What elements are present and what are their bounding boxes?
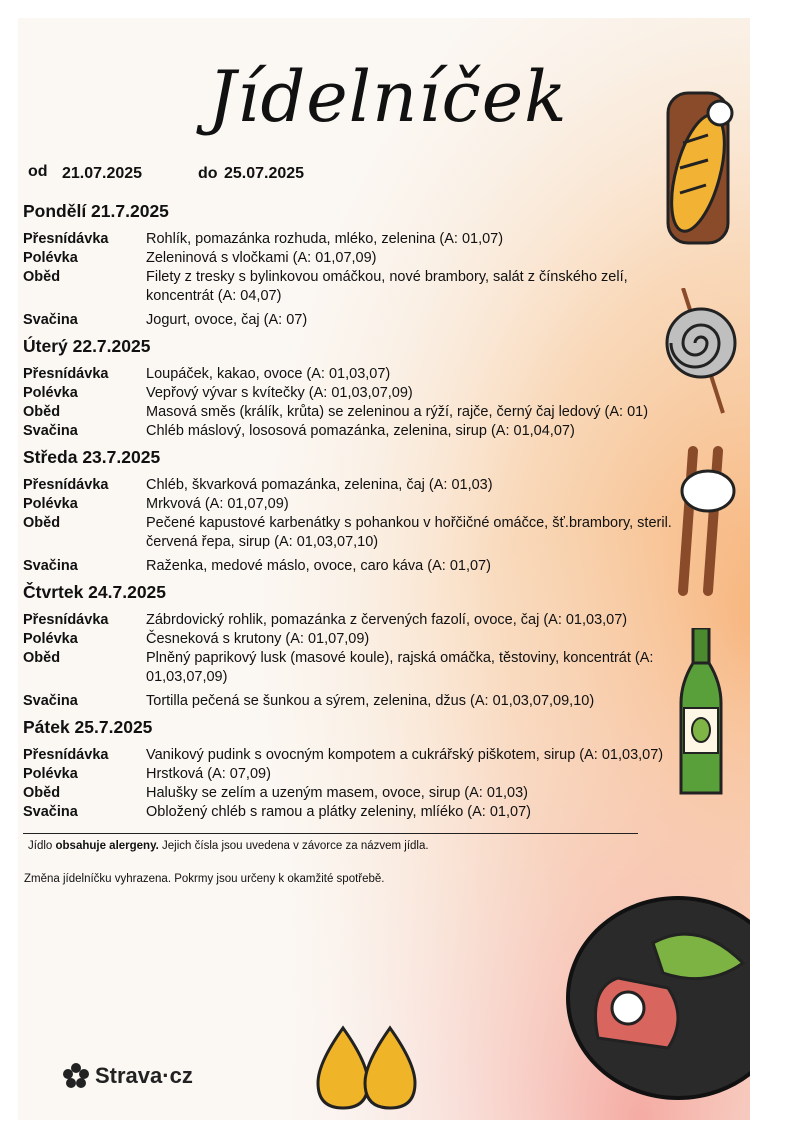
meal-label: Svačina xyxy=(23,804,78,820)
meal-text: Chléb máslový, lososová pomazánka, zelenina, sirup (A: 01,04,07) xyxy=(146,423,575,439)
grill-illustration xyxy=(558,878,750,1118)
page-title: Jídelníček xyxy=(208,56,568,138)
meal-row xyxy=(23,746,723,765)
change-note: Změna jídelníčku vyhrazena. Pokrmy jsou určeny k okamžité spotřebě. xyxy=(24,873,385,885)
day-block xyxy=(23,201,723,330)
meal-text: Mrkvová (A: 01,07,09) xyxy=(146,496,289,512)
allergen-note-bold: obsahuje alergeny. xyxy=(55,840,159,852)
meal-row xyxy=(23,311,723,330)
meal-row xyxy=(23,611,723,630)
strava-logo xyxy=(63,1063,193,1089)
meal-label: Oběd xyxy=(23,650,61,666)
meal-label: Polévka xyxy=(23,496,78,512)
day-title: Pondělí 21.7.2025 xyxy=(23,201,169,221)
divider xyxy=(23,833,638,834)
allergen-note-suffix: Jejich čísla jsou uvedena v závorce za názvem jídla. xyxy=(158,840,429,852)
meal-label: Svačina xyxy=(23,693,78,709)
flower-icon xyxy=(63,1063,89,1089)
meal-text: Halušky se zelím a uzeným masem, ovoce, sirup (A: 01,03) xyxy=(146,785,528,801)
meal-label: Svačina xyxy=(23,312,78,328)
meal-row xyxy=(23,230,723,249)
meal-row xyxy=(23,249,723,268)
meal-text: Vanikový pudink s ovocným kompotem a cukrářský piškotem, sirup (A: 01,03,07) xyxy=(146,747,664,763)
meal-text: Česneková s krutony (A: 01,07,09) xyxy=(146,631,370,647)
meal-label: Polévka xyxy=(23,385,78,401)
meal-text: Rohlík, pomazánka rozhuda, mléko, zelenina (A: 01,07) xyxy=(146,231,504,247)
meal-row xyxy=(23,765,723,784)
day-block xyxy=(23,447,723,576)
meal-row xyxy=(23,514,723,552)
meal-row xyxy=(23,649,723,687)
meal-text: Plněný paprikový lusk (masové koule), rajská omáčka, těstoviny, koncentrát (A: 01,03,07,09) xyxy=(146,650,654,685)
day-title: Úterý 22.7.2025 xyxy=(23,336,151,356)
meal-row xyxy=(23,495,723,514)
meal-row xyxy=(23,365,723,384)
meal-row xyxy=(23,384,723,403)
meal-text: Filety z tresky s bylinkovou omáčkou, nové brambory, salát z čínského zelí, koncentrát (A: 04,07) xyxy=(146,269,628,304)
date-to: 25.07.2025 xyxy=(224,165,305,182)
meal-label: Přesnídávka xyxy=(23,366,109,382)
meal-label: Polévka xyxy=(23,631,78,647)
meal-label: Přesnídávka xyxy=(23,612,109,628)
meal-label: Polévka xyxy=(23,250,78,266)
day-title: Pátek 25.7.2025 xyxy=(23,717,153,737)
day-block xyxy=(23,336,723,441)
date-to-label: do xyxy=(198,165,218,182)
meal-row xyxy=(23,476,723,495)
meal-text: Obložený chléb s ramou a plátky zeleniny, mlíéko (A: 01,07) xyxy=(146,804,531,820)
logo-text: Strava·cz xyxy=(95,1063,193,1088)
meal-label: Přesnídávka xyxy=(23,747,109,763)
allergen-note xyxy=(28,840,429,852)
meal-label: Polévka xyxy=(23,766,78,782)
meal-text: Chléb, škvarková pomazánka, zelenina, čaj (A: 01,03) xyxy=(146,477,493,493)
meal-row xyxy=(23,692,723,711)
meal-text: Jogurt, ovoce, čaj (A: 07) xyxy=(146,312,308,328)
meal-text: Zeleninová s vločkami (A: 01,07,09) xyxy=(146,250,377,266)
meal-label: Oběd xyxy=(23,404,61,420)
weekly-menu xyxy=(23,201,723,828)
menu-page xyxy=(18,18,750,1120)
meal-row xyxy=(23,422,723,441)
meal-label: Přesnídávka xyxy=(23,231,109,247)
meal-text: Vepřový vývar s kvítečky (A: 01,03,07,09) xyxy=(146,385,413,401)
meal-label: Svačina xyxy=(23,423,78,439)
date-from-label: od xyxy=(28,163,48,180)
meal-text: Loupáček, kakao, ovoce (A: 01,03,07) xyxy=(146,366,391,382)
meal-row xyxy=(23,557,723,576)
meal-row xyxy=(23,630,723,649)
day-block xyxy=(23,717,723,822)
day-title: Středa 23.7.2025 xyxy=(23,447,161,467)
meal-label: Přesnídávka xyxy=(23,477,109,493)
meal-label: Oběd xyxy=(23,515,61,531)
meal-row xyxy=(23,403,723,422)
meal-text: Hrstková (A: 07,09) xyxy=(146,766,271,782)
day-block xyxy=(23,582,723,711)
meal-row xyxy=(23,784,723,803)
onions-illustration xyxy=(308,1018,428,1113)
meal-row xyxy=(23,268,723,306)
meal-text: Masová směs (králík, krůta) se zeleninou a rýží, rajče, černý čaj ledový (A: 01) xyxy=(146,404,649,420)
meal-row xyxy=(23,803,723,822)
allergen-note-prefix: Jídlo xyxy=(28,840,56,852)
date-from: 21.07.2025 xyxy=(62,165,143,182)
meal-label: Oběd xyxy=(23,785,61,801)
meal-label: Svačina xyxy=(23,558,78,574)
meal-text: Pečené kapustové karbenátky s pohankou v hořčičné omáčce, šť.brambory, steril. červená řepa, sirup (A: 01,03,07,10) xyxy=(146,515,672,550)
meal-text: Zábrdovický rohlik, pomazánka z červených fazolí, ovoce, čaj (A: 01,03,07) xyxy=(146,612,628,628)
meal-text: Tortilla pečená se šunkou a sýrem, zelenina, džus (A: 01,03,07,09,10) xyxy=(146,693,595,709)
meal-label: Oběd xyxy=(23,269,61,285)
day-title: Čtvrtek 24.7.2025 xyxy=(23,582,167,602)
meal-text: Raženka, medové máslo, ovoce, caro káva (A: 01,07) xyxy=(146,558,491,574)
